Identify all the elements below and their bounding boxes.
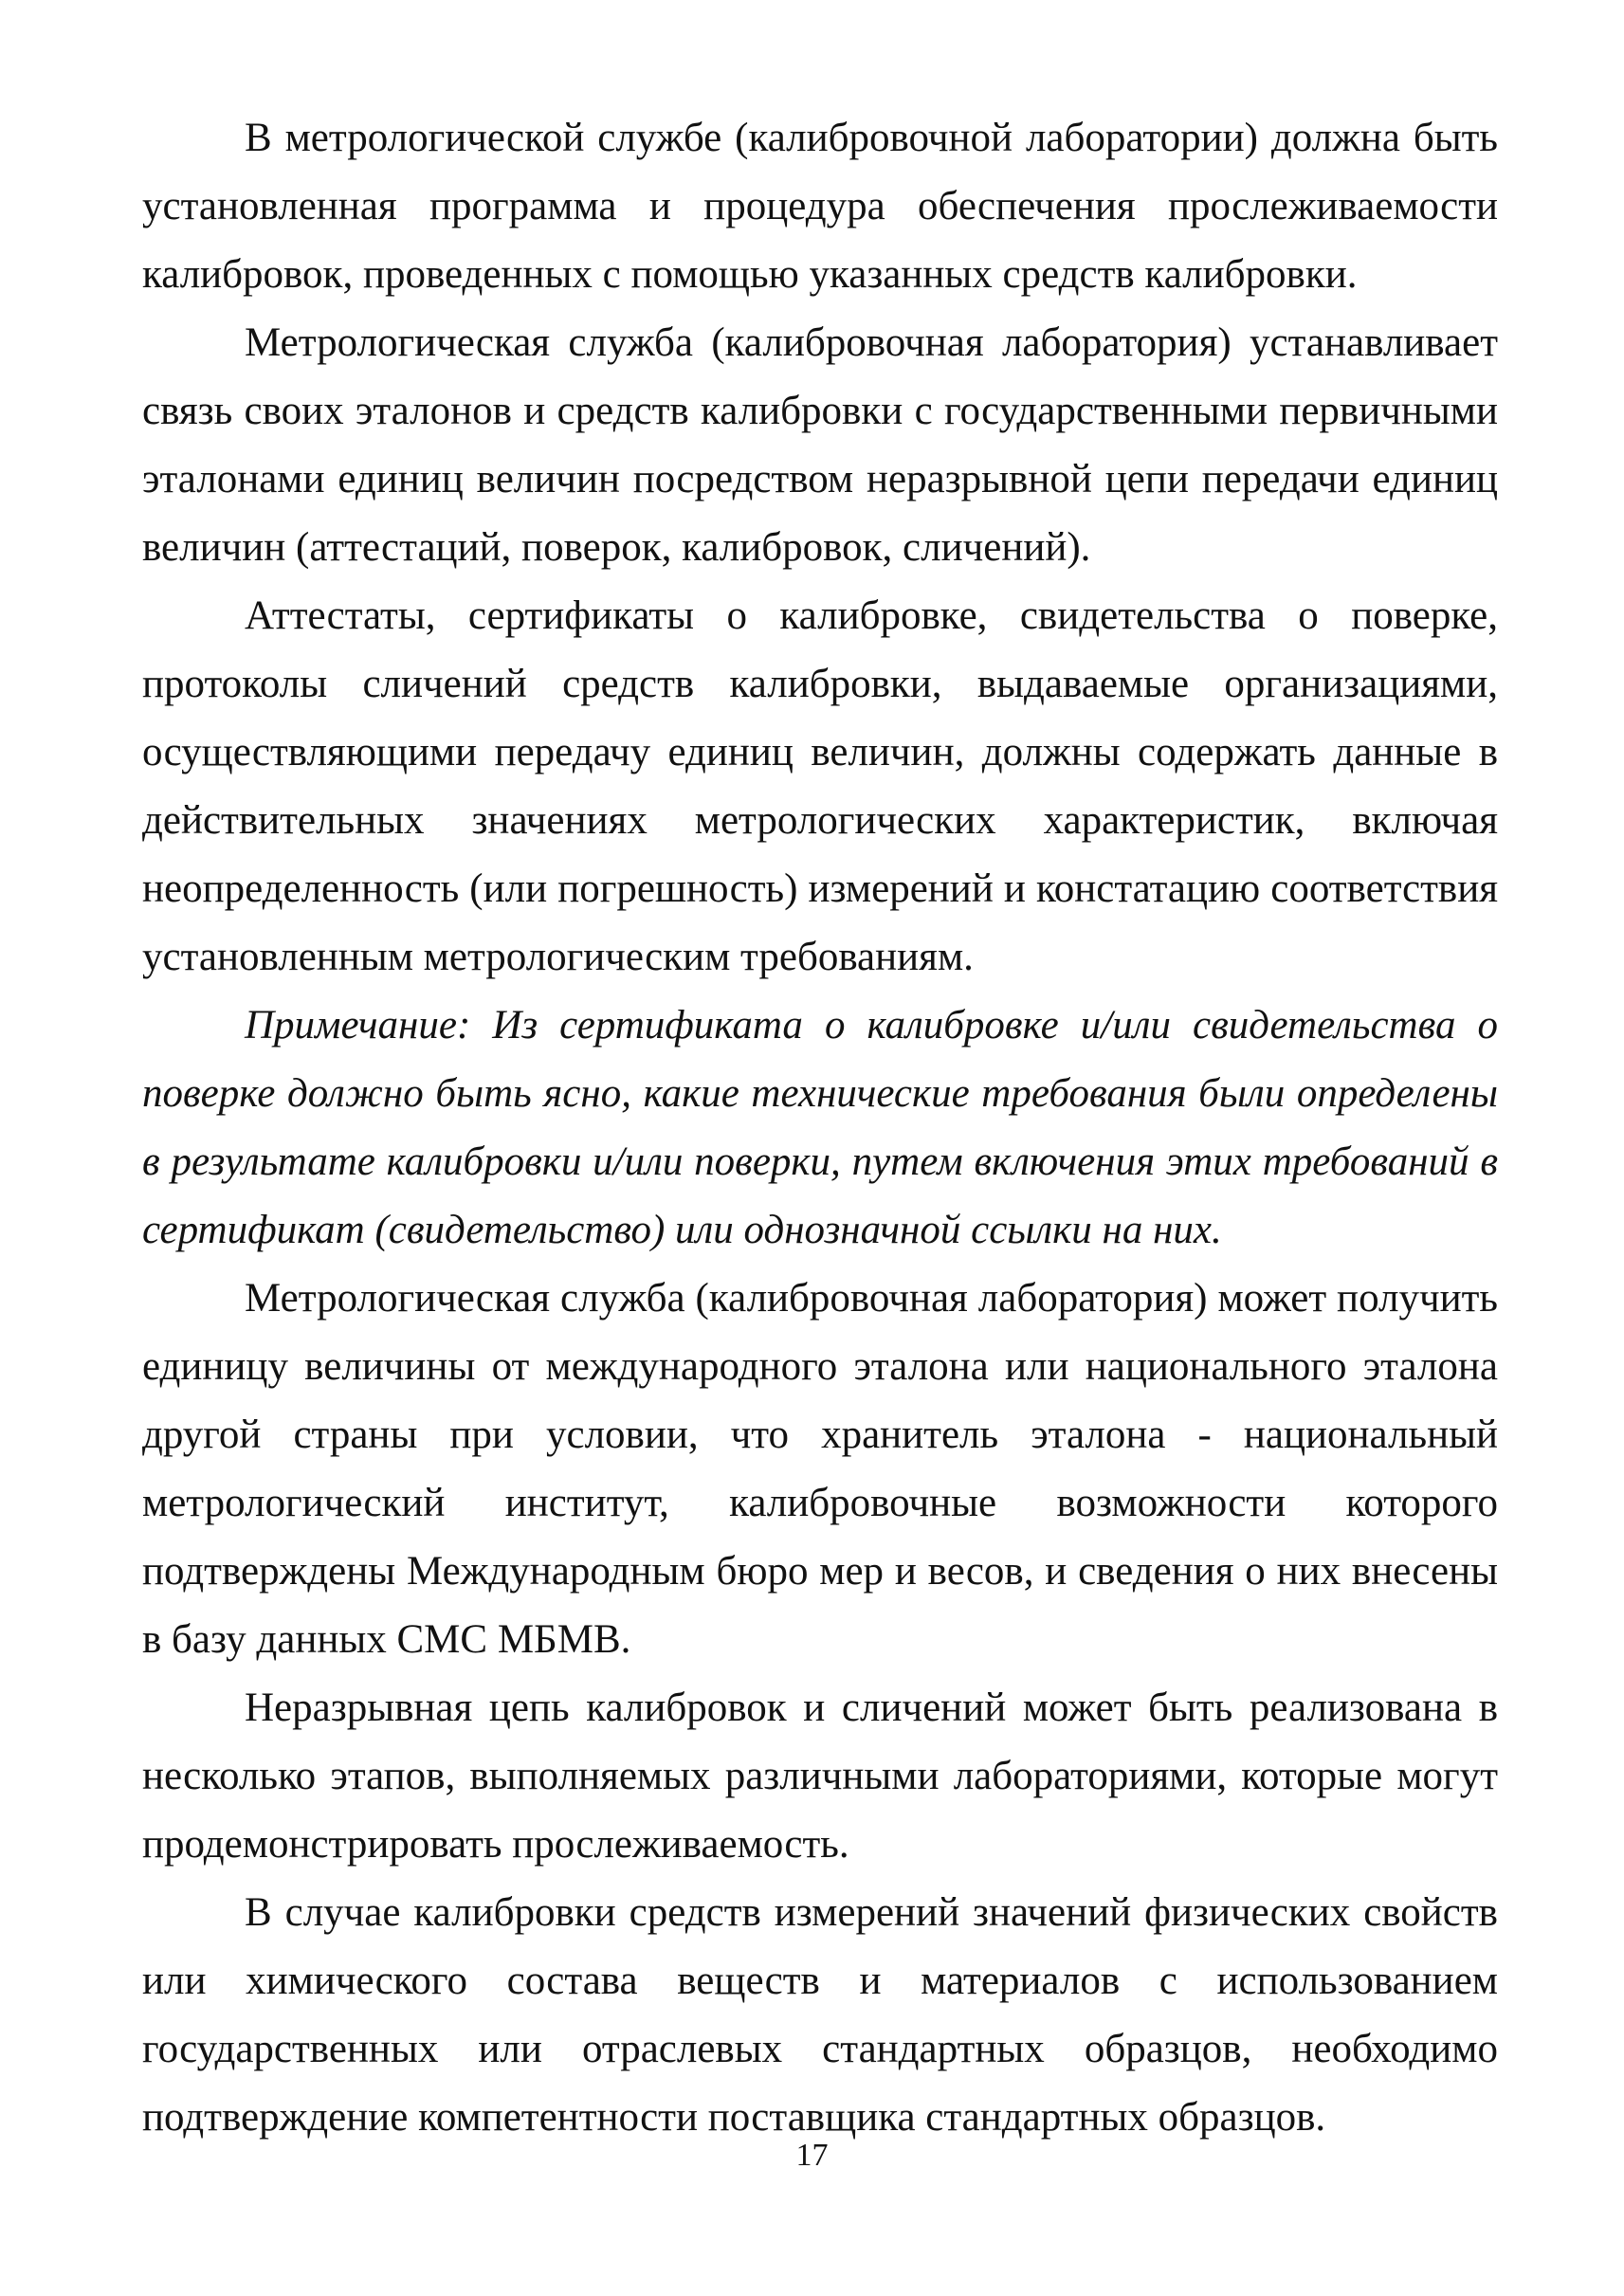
paragraph-note: Примечание: Из сертификата о калибровке и/или свидетельства о поверке должно быть ясно, какие технические требования были определены в результате калибровки и/или поверки, путем включения этих требований в сертификат (свидетельство) или однозначной ссылки на них.	[142, 1003, 1498, 1252]
paragraph-traceability-program: В метрологической службе (калибровочной лаборатории) должна быть установленная программа и процедура обеспечения прослеживаемости калибровок, проведенных с помощью указанных средств калибровки.	[142, 116, 1498, 297]
paragraph-certificates-content: Аттестаты, сертификаты о калибровке, свидетельства о поверке, протоколы сличений средств калибровки, выдаваемые организациями, осуществляющими передачу единиц величин, должны содержать данные в действительных значениях метрологических характеристик, включая неопределенность (или погрешность) измерений и констатацию соответствия установленным метрологическим требованиям.	[142, 593, 1498, 979]
paragraph-calibration-chain: Неразрывная цепь калибровок и сличений может быть реализована в несколько этапов, выполняемых различными лабораториями, которые могут продемонстрировать прослеживаемость.	[142, 1686, 1498, 1867]
body-text	[142, 104, 1498, 2152]
page-number: 17	[795, 2138, 829, 2173]
paragraph-link-to-standards: Метрологическая служба (калибровочная лаборатория) устанавливает связь своих эталонов и средств калибровки с государственными первичными эталонами единиц величин посредством неразрывной цепи передачи единиц величин (аттестаций, поверок, калибровок, сличений).	[142, 320, 1498, 570]
paragraph-reference-materials: В случае калибровки средств измерений значений физических свойств или химического состава веществ и материалов с использованием государственных или отраслевых стандартных образцов, необходимо подтверждение компетентности поставщика стандартных образцов.	[142, 1890, 1498, 2140]
paragraph-international-standard: Метрологическая служба (калибровочная лаборатория) может получить единицу величины от международного эталона или национального эталона другой страны при условии, что хранитель эталона - национальный метрологический институт, калибровочные возможности которого подтверждены Международным бюро мер и весов, и сведения о них внесены в базу данных СМС МБМВ.	[142, 1276, 1498, 1662]
